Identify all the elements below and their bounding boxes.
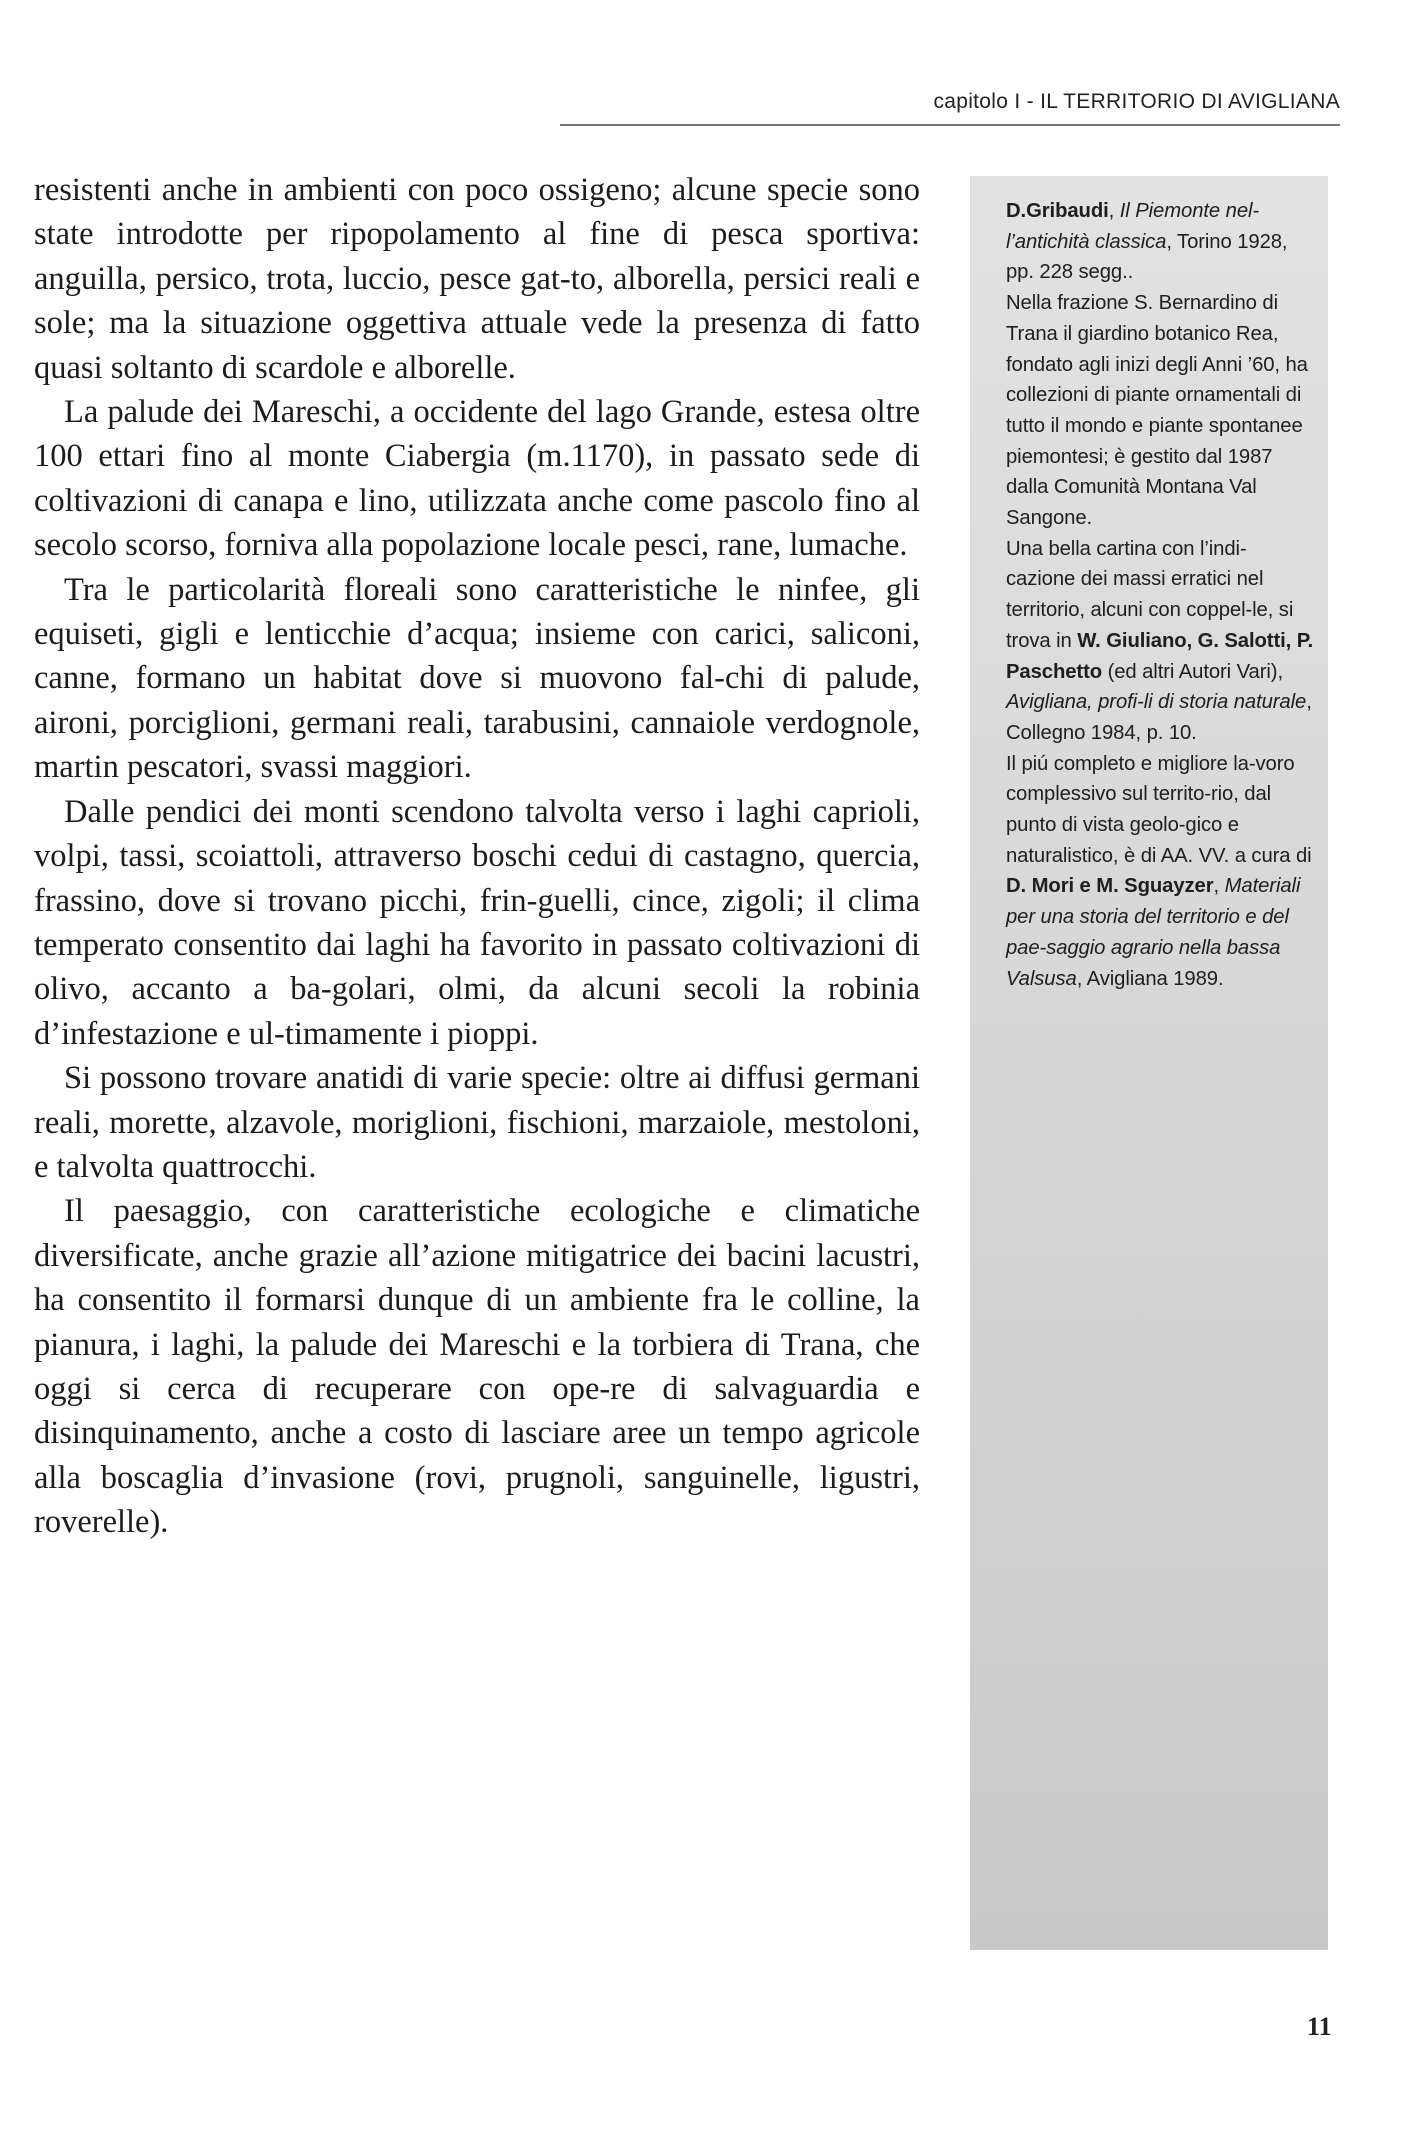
note-reference: , Collegno 1984, p. 10. bbox=[1006, 691, 1312, 744]
sidebar-note bbox=[1006, 749, 1314, 995]
sidebar-note bbox=[1006, 534, 1314, 749]
note-middle: (ed altri Autori Vari), bbox=[1102, 660, 1283, 683]
page-number: 11 bbox=[1307, 2012, 1332, 2041]
note-authors: W. Giuliano, G. Salotti, P. Paschetto bbox=[1006, 629, 1314, 683]
body-paragraph: Il paesaggio, con caratteristiche ecologiche e climatiche diversificate, anche grazie all’azione mitigatrice dei bacini lacustri, ha consentito il formarsi dunque di un ambiente fra le colline, la pianura, i laghi, la palude dei Mareschi e la torbiera di Trana, che oggi si cerca di recuperare con ope-re di salvaguardia e disinquinamento, anche a costo di lasciare aree un tempo agricole alla boscaglia d’invasione (rovi, prugnoli, sanguinelle, ligustri, roverelle). bbox=[34, 1193, 920, 1541]
note-reference: , Torino 1928, pp. 228 segg.. bbox=[1006, 230, 1288, 284]
note-title: Avigliana, profi-li di storia naturale bbox=[1006, 691, 1307, 714]
body-paragraph: Si possono trovare anatidi di varie specie: oltre ai diffusi germani reali, morette, alzavole, moriglioni, fischioni, marzaiole, mestoloni, e talvolta quattrocchi. bbox=[34, 1060, 920, 1185]
note-separator: , bbox=[1213, 875, 1225, 898]
note-title: Il Piemonte nel-l’antichità classica bbox=[1006, 200, 1260, 253]
sidebar-note: Nella frazione S. Bernardino di Trana il giardino botanico Rea, fondato agli inizi degli Anni ’60, ha collezioni di piante ornamentali di tutto il mondo e piante spontanee piemontesi; è gestito dal 1987 dalla Comunità Montana Val Sangone. bbox=[1006, 292, 1308, 530]
note-title: Materiali per una storia del territorio e del pae-saggio agrario nella bassa Valsusa bbox=[1006, 875, 1301, 990]
note-authors: D. Mori e M. Sguayzer bbox=[1006, 875, 1214, 898]
note-lead: Una bella cartina con l’indi-cazione dei massi erratici nel territorio, alcuni con coppel-le, si trova in bbox=[1006, 537, 1294, 652]
sidebar-note bbox=[1006, 196, 1314, 288]
body-paragraph: Dalle pendici dei monti scendono talvolta verso i laghi caprioli, volpi, tassi, scoiattoli, attraverso boschi cedui di castagno, quercia, frassino, dove si trovano picchi, frin-guelli, cince, zigoli; il clima temperato consentito dai laghi ha favorito in passato coltivazioni di olivo, accanto a ba-golari, olmi, da alcuni secoli la robinia d’infestazione e ul-timamente i pioppi. bbox=[34, 793, 920, 1052]
body-paragraph: Tra le particolarità floreali sono caratteristiche le ninfee, gli equiseti, gigli e lenticchie d’acqua; insieme con carici, saliconi, canne, formano un habitat dove si muovono fal-chi di palude, aironi, porciglioni, germani reali, tarabusini, cannaiole verdognole, martin pescatori, svassi maggiori. bbox=[34, 571, 920, 786]
body-paragraph: La palude dei Mareschi, a occidente del lago Grande, estesa oltre 100 ettari fino al monte Ciabergia (m.1170), in passato sede di coltivazioni di canapa e lino, utilizzata anche come pascolo fino al secolo scorso, forniva alla popolazione locale pesci, rane, lumache. bbox=[34, 394, 920, 564]
note-separator: , bbox=[1108, 200, 1120, 222]
main-text-column bbox=[34, 168, 920, 1545]
note-reference: , Avigliana 1989. bbox=[1076, 967, 1224, 990]
sidebar-notes bbox=[970, 176, 1328, 1950]
header-rule bbox=[560, 124, 1340, 126]
note-lead: Il piú completo e migliore la-voro complessivo sul territo-rio, dal punto di vista geolo-gico e naturalistico, è di AA. VV. a cura di bbox=[1006, 752, 1312, 867]
body-paragraph: resistenti anche in ambienti con poco ossigeno; alcune specie sono state introdotte per ripopolamento al fine di pesca sportiva: anguilla, persico, trota, luccio, pesce gat-to, alborella, persici reali e sole; ma la situazione oggettiva attuale vede la presenza di fatto quasi soltanto di scardole e alborelle. bbox=[34, 172, 920, 386]
note-author: D.Gribaudi bbox=[1006, 200, 1109, 222]
running-head: capitolo I - IL TERRITORIO DI AVIGLIANA bbox=[933, 90, 1340, 113]
